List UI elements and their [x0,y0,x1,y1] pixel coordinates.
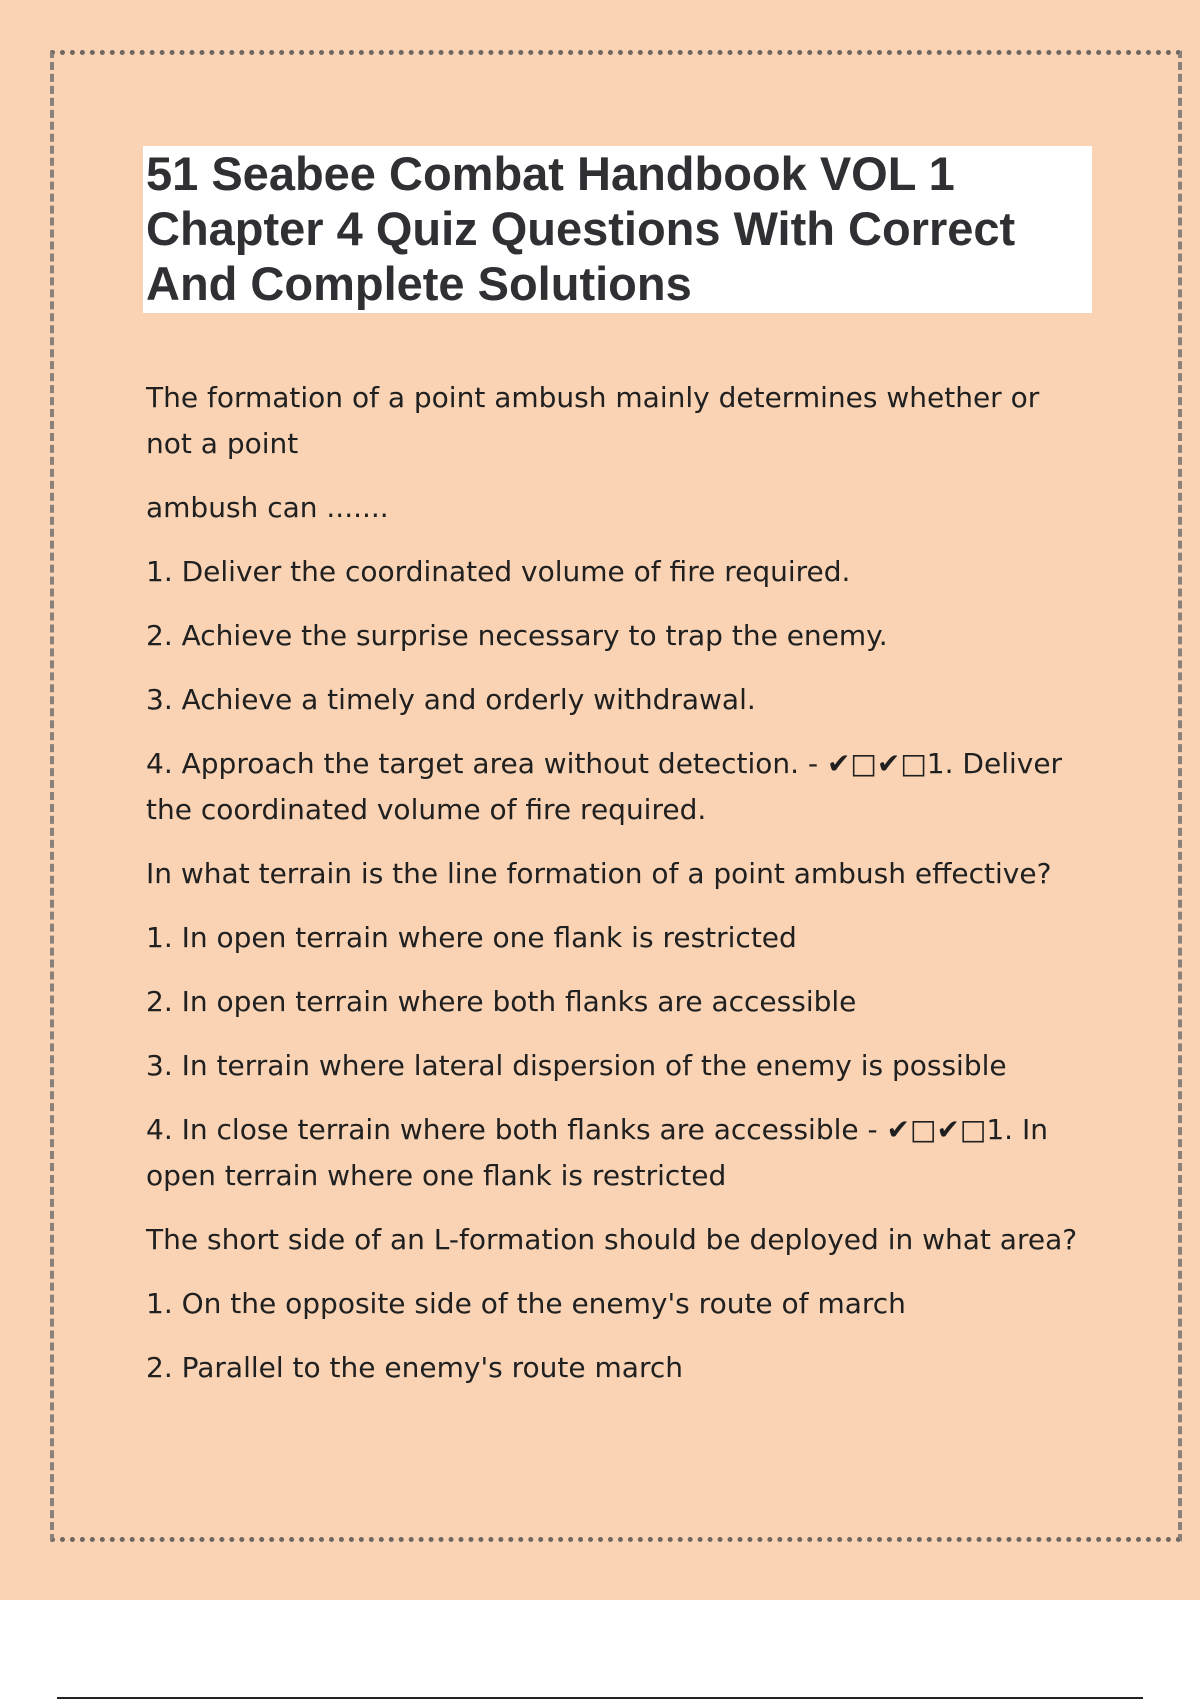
document-title: 51 Seabee Combat Handbook VOL 1 Chapter 4 Quiz Questions With Correct And Complete Solutions [146,147,1016,310]
document-body [146,375,1086,1409]
question-1-option-4-answer: 4. Approach the target area without detection. - ✔□✔□1. Deliver the coordinated volume of fire required. [146,747,1063,826]
question-2-option-1: 1. In open terrain where one flank is restricted [146,921,797,954]
question-2-option-3: 3. In terrain where lateral dispersion of the enemy is possible [146,1049,1007,1082]
question-2-option-2: 2. In open terrain where both flanks are accessible [146,985,857,1018]
page-divider-line [57,1697,1143,1699]
question-1-option-2: 2. Achieve the surprise necessary to trap the enemy. [146,619,888,652]
question-1-option-3: 3. Achieve a timely and orderly withdrawal. [146,683,756,716]
paragraph-question-1-line-1: The formation of a point ambush mainly determines whether or not a point [146,381,1040,460]
question-3-option-2: 2. Parallel to the enemy's route march [146,1351,683,1384]
question-3-option-1: 1. On the opposite side of the enemy's route of march [146,1287,906,1320]
question-2-option-4-answer: 4. In close terrain where both flanks are accessible - ✔□✔□1. In open terrain where one flank is restricted [146,1113,1048,1192]
question-2: In what terrain is the line formation of a point ambush effective? [146,857,1052,890]
title-box [143,146,1092,313]
paragraph-question-1-line-2: ambush can ....... [146,491,389,524]
question-1-option-1: 1. Deliver the coordinated volume of fire required. [146,555,851,588]
question-3: The short side of an L-formation should be deployed in what area? [146,1223,1078,1256]
